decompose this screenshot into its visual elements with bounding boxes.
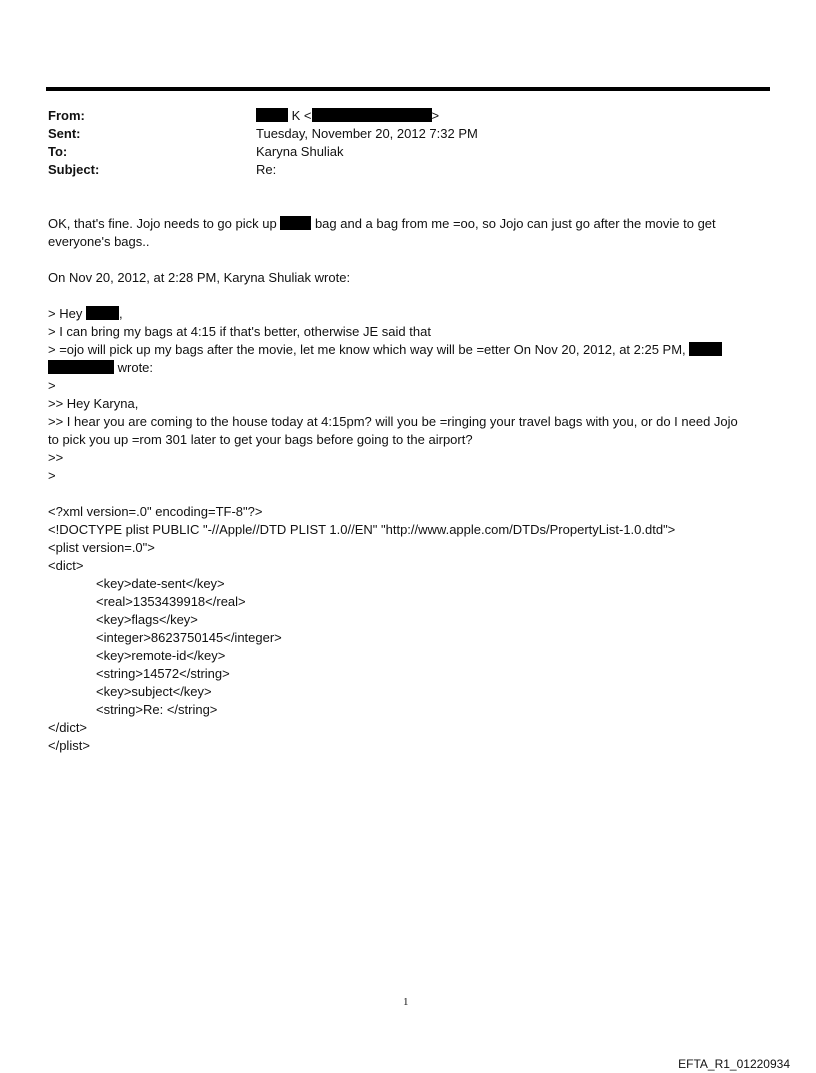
body-line: everyone's bags..: [48, 234, 150, 249]
from-label: From:: [48, 108, 85, 123]
sent-value: Tuesday, November 20, 2012 7:32 PM: [256, 126, 478, 141]
sent-label: Sent:: [48, 126, 81, 141]
quote-line: >>: [48, 450, 64, 465]
quote-line: >: [48, 378, 56, 393]
from-mid: K <: [291, 108, 312, 123]
body-text: OK, that's fine. Jojo needs to go pick up: [48, 216, 277, 231]
wrote-line: On Nov 20, 2012, at 2:28 PM, Karyna Shuliak wrote:: [48, 270, 351, 285]
redaction-box: [312, 108, 432, 122]
quote-text: wrote:: [117, 360, 154, 375]
plist-line: <key>flags</key>: [96, 612, 198, 627]
quote-line: [48, 305, 123, 323]
plist-line: <?xml version=.0" encoding=TF-8"?>: [48, 504, 263, 519]
plist-line: <string>14572</string>: [96, 666, 230, 681]
plist-line: <real>1353439918</real>: [96, 594, 246, 609]
quote-text: ,: [118, 306, 123, 321]
redaction-box: [280, 216, 311, 230]
quote-line: [48, 359, 153, 377]
plist-line: <integer>8623750145</integer>: [96, 630, 282, 645]
bates-number: EFTA_R1_01220934: [678, 1057, 790, 1071]
plist-line: <key>date-sent</key>: [96, 576, 225, 591]
redaction-box: [48, 360, 114, 374]
redaction-box: [86, 306, 119, 320]
body-text: bag and a bag from me =oo, so Jojo can just go after the movie to get: [314, 216, 716, 231]
plist-line: <!DOCTYPE plist PUBLIC "-//Apple//DTD PLIST 1.0//EN" "http://www.apple.com/DTDs/PropertyList-1.0.dtd">: [48, 522, 676, 537]
plist-line: </plist>: [48, 738, 90, 753]
plist-line: <plist version=.0">: [48, 540, 155, 555]
from-end: >: [431, 108, 440, 123]
subject-label: Subject:: [48, 162, 100, 177]
plist-line: <key>remote-id</key>: [96, 648, 226, 663]
plist-line: <dict>: [48, 558, 84, 573]
quote-line: >> I hear you are coming to the house today at 4:15pm? will you be =ringing your travel bags with you, or do I need Jojo: [48, 414, 738, 429]
to-value: Karyna Shuliak: [256, 144, 344, 159]
quote-text: > Hey: [48, 306, 83, 321]
to-label: To:: [48, 144, 68, 159]
quote-text: > =ojo will pick up my bags after the movie, let me know which way will be =etter On Nov 20, 2012, at 2:25 PM,: [48, 342, 686, 357]
page-number: 1: [403, 996, 409, 1008]
header-rule: [46, 87, 770, 91]
subject-value: Re:: [256, 162, 277, 177]
quote-line: >> Hey Karyna,: [48, 396, 139, 411]
from-value: [256, 107, 439, 125]
quote-line: [48, 341, 722, 359]
quote-line: >: [48, 468, 56, 483]
plist-line: <string>Re: </string>: [96, 702, 218, 717]
redaction-box: [689, 342, 722, 356]
quote-line: to pick you up =rom 301 later to get your bags before going to the airport?: [48, 432, 473, 447]
plist-line: </dict>: [48, 720, 88, 735]
body-line: [48, 215, 716, 233]
redaction-box: [256, 108, 288, 122]
plist-line: <key>subject</key>: [96, 684, 212, 699]
quote-line: > I can bring my bags at 4:15 if that's better, otherwise JE said that: [48, 324, 431, 339]
